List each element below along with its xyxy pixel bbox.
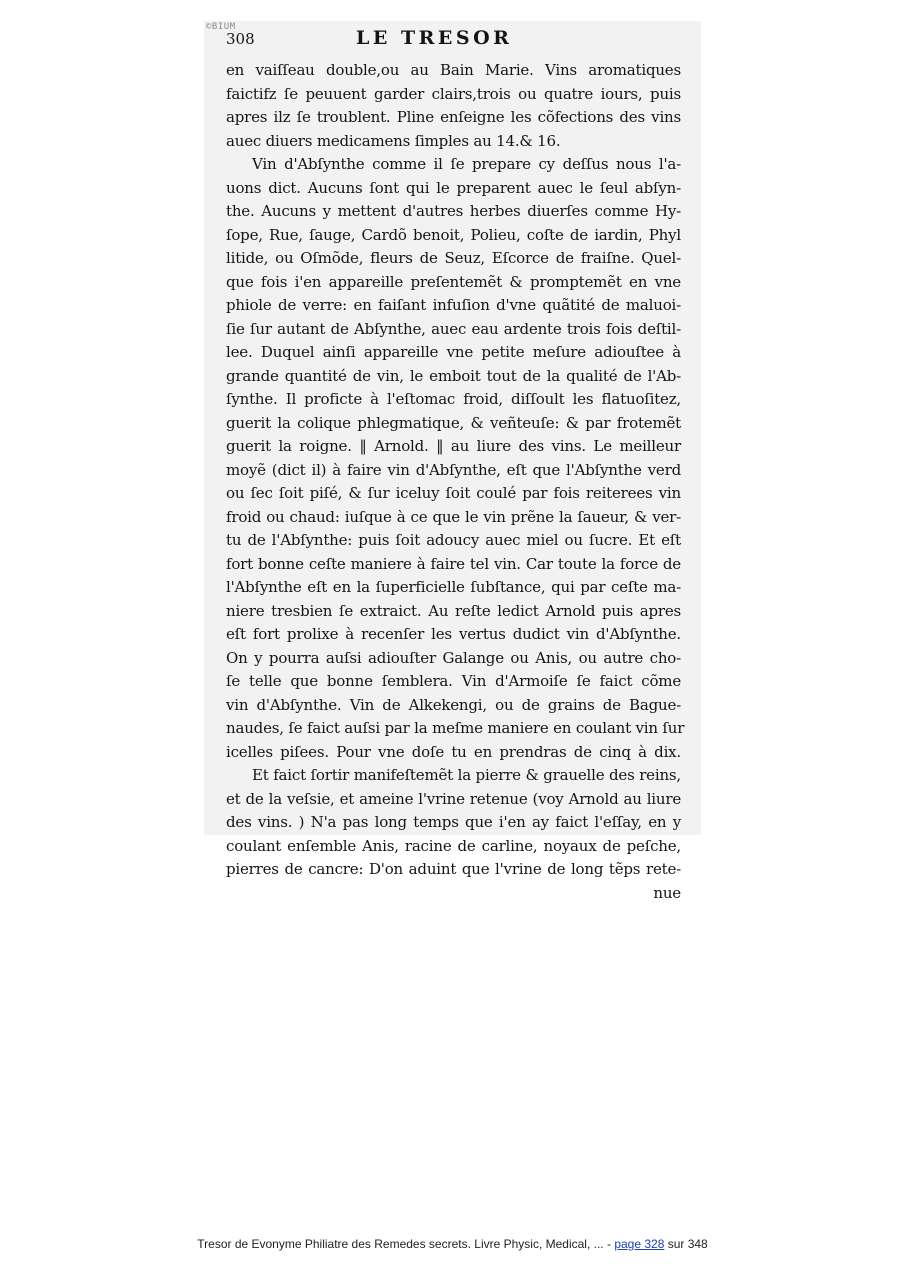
text-line: ſe telle que bonne ſemblera. Vin d'Armoiſe ſe faict cõme [226, 672, 681, 690]
text-line: guerit la colique phlegmatique, & veñteuſe: & par frotemẽt [226, 413, 681, 432]
scanned-page [204, 21, 701, 902]
text-line: vin d'Abſynthe. Vin de Alkekengi, ou de grains de Bague- [226, 695, 681, 714]
text-line: icelles piſees. Pour vne doſe tu en prendras de cinq à dix. [226, 742, 681, 761]
text-line: Et faict ſortir manifeſtemẽt la pierre & grauelle des reins, [252, 766, 681, 784]
text-line: ſynthe. Il proficte à l'eſtomac froid, diſſoult les flatuoſitez, [226, 390, 681, 408]
text-line: grande quantité de vin, le emboit tout de la qualité de l'Ab- [226, 366, 681, 385]
text-line: nue [653, 883, 681, 902]
text-line: ſope, Rue, ſauge, Cardõ benoit, Polieu, coſte de iardin, Phyl [226, 225, 681, 244]
text-line: tu de l'Abſynthe: puis ſoit adoucy auec miel ou ſucre. Et eſt [226, 531, 681, 549]
text-line: lee. Duquel ainſi appareille vne petite meſure adiouſtee à [226, 343, 681, 361]
text-line: coulant enſemble Anis, racine de carline, noyaux de peſche, [226, 836, 681, 855]
running-head [226, 27, 681, 57]
text-line: des vins. ) N'a pas long temps que i'en ay faict l'eſſay, en y [226, 813, 681, 831]
text-line: en vaiſſeau double,ou au Bain Marie. Vins aromatiques [226, 61, 681, 79]
page-link[interactable]: page 328 [614, 1237, 665, 1251]
text-line: litide, ou Oſmõde, fleurs de Seuz, Eſcorce de fraiſne. Quel- [226, 249, 681, 267]
text-line: pierres de cancre: D'on aduint que l'vrine de long tẽps rete- [226, 860, 681, 878]
text-line: auec diuers medicamens ſimples au 14.& 16. [226, 131, 561, 150]
text-line: faictifz ſe peuuent garder clairs,trois ou quatre iours, puis [226, 84, 681, 103]
text-line: l'Abſynthe eſt en la ſuperficielle ſubſtance, qui par ceſte ma- [226, 578, 681, 596]
text-line: phiole de verre: en faiſant infuſion d'vne quãtité de maluoi- [226, 296, 681, 314]
text-line: apres ilz ſe troublent. Pline enſeigne les cõfections des vins [226, 108, 681, 126]
text-block [226, 59, 685, 905]
text-line: the. Aucuns y mettent d'autres herbes diuerſes comme Hy- [226, 202, 681, 220]
page-number: 308 [226, 30, 255, 48]
text-line: froid ou chaud: iuſque à ce que le vin prẽne la ſaueur, & ver- [226, 507, 681, 526]
text-line: niere tresbien ſe extraict. Au reſte ledict Arnold puis apres [226, 601, 681, 620]
text-line: ou ſec ſoit piſé, & ſur iceluy ſoit coulé par fois reiterees vin [226, 484, 681, 502]
text-line: que fois i'en appareille preſentemẽt & promptemẽt en vne [226, 272, 681, 291]
footer-title: Tresor de Evonyme Philiatre des Remedes secrets. Livre Physic, Medical, ... - [197, 1237, 615, 1251]
text-line: naudes, ſe faict auſsi par la meſme maniere en coulant vin ſur [226, 719, 685, 737]
text-line: uons dict. Aucuns ſont qui le preparent auec le ſeul abſyn- [226, 178, 681, 197]
watermark: ©BIUM [206, 22, 236, 32]
text-line: et de la veſsie, et ameine l'vrine retenue (voy Arnold au liure [226, 789, 681, 808]
running-title: LE TRESOR [356, 27, 513, 49]
text-line: Vin d'Abſynthe comme il ſe prepare cy deſſus nous l'a- [252, 155, 681, 173]
text-line: fort bonne ceſte maniere à faire tel vin. Car toute la force de [226, 554, 681, 573]
footer-total: sur 348 [664, 1237, 708, 1251]
text-line: ſie ſur autant de Abſynthe, auec eau ardente trois fois deſtil- [226, 319, 681, 338]
text-line: guerit la roigne. ‖ Arnold. ‖ au liure des vins. Le meilleur [226, 437, 681, 455]
footer-caption [0, 1237, 905, 1251]
text-line: On y pourra auſsi adiouſter Galange ou Anis, ou autre cho- [226, 648, 681, 667]
text-line: eſt fort prolixe à recenſer les vertus dudict vin d'Abſynthe. [226, 625, 681, 643]
text-line: moyẽ (dict il) à faire vin d'Abſynthe, eſt que l'Abſynthe verd [226, 460, 681, 479]
